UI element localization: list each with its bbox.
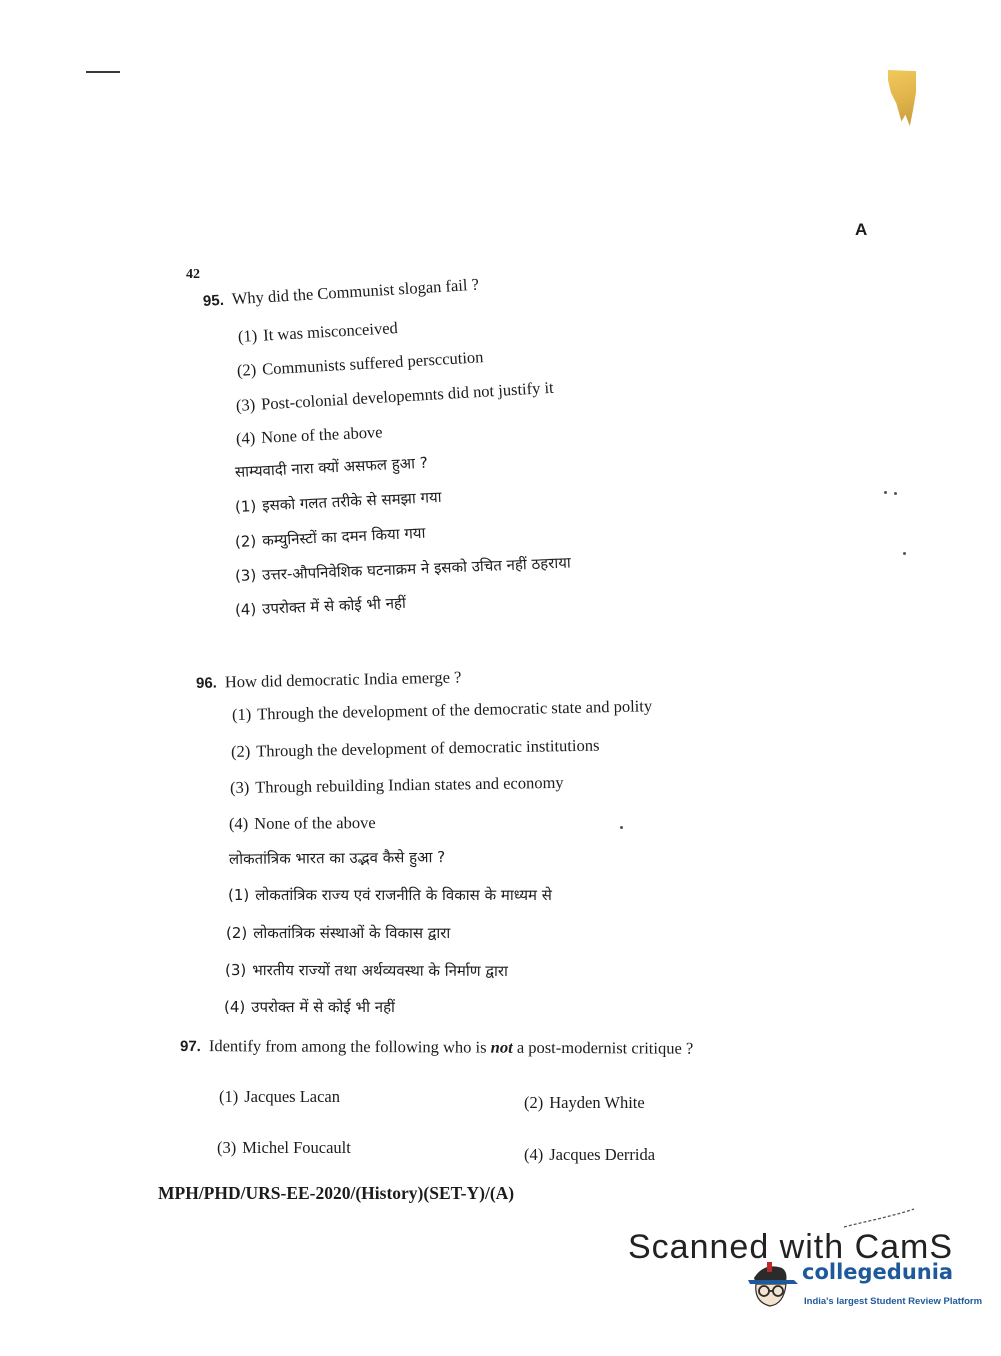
collegedunia-logo [744, 1258, 983, 1318]
scan-dust [894, 492, 897, 495]
scan-dust [884, 491, 887, 494]
option-96-2-hindi: (2) लोकतांत्रिक संस्थाओं के विकास द्वारा [226, 924, 451, 942]
question-number: 96. [195, 674, 218, 692]
option-95-3-hindi: (3) उत्तर-औपनिवेशिक घटनाक्रम ने इसको उचित नहीं ठहराया [234, 553, 572, 585]
option-96-3-hindi: (3) भारतीय राज्यों तथा अर्थव्यवस्था के निर्माण द्वारा [224, 961, 508, 980]
question-96 [196, 667, 462, 693]
scanned-watermark: Scanned with CamS [628, 1228, 954, 1262]
option-95-2: (2) Communists suffered persccution [236, 347, 484, 380]
question-95 [202, 275, 479, 311]
option-96-1: (1) Through the development of the democratic state and polity [231, 696, 653, 724]
option-96-2: (2) Through the development of democratic institutions [230, 735, 600, 761]
question-95-hindi: साम्यवादी नारा क्यों असफल हुआ ? [234, 453, 429, 481]
question-97: 97. Identify from among the following who is not a post-modernist critique ? [179, 1036, 694, 1058]
emphasis-not: not [490, 1037, 513, 1057]
question-text: How did democratic India emerge ? [224, 667, 462, 692]
option-96-3: (3) Through rebuilding Indian states and economy [229, 772, 564, 797]
option-97-3: (3) Michel Foucault [217, 1138, 351, 1157]
question-96-hindi: लोकतांत्रिक भारत का उद्भव कैसे हुआ ? [228, 848, 446, 868]
option-97-2: (2) Hayden White [524, 1093, 645, 1112]
option-96-4: (4) None of the above [228, 812, 376, 833]
option-95-4-hindi: (4) उपरोक्त में से कोई भी नहीं [234, 593, 407, 619]
option-97-4: (4) Jacques Derrida [524, 1145, 656, 1164]
question-number: 95. [202, 291, 225, 310]
option-96-1-hindi: (1) लोकतांत्रिक राज्य एवं राजनीति के विकास के माध्यम से [228, 886, 552, 904]
question-text: Why did the Communist slogan fail ? [231, 274, 480, 309]
option-95-1: (1) It was misconceived [237, 318, 399, 346]
scan-dust [620, 826, 623, 829]
option-97-1: (1) Jacques Lacan [219, 1087, 340, 1106]
brand-name: collegedunia [802, 1260, 954, 1284]
option-95-4: (4) None of the above [235, 422, 383, 448]
torn-corner [888, 70, 916, 126]
brand-tagline: India's largest Student Review Platform [804, 1296, 983, 1307]
set-letter: A [855, 220, 868, 239]
option-96-4-hindi: (4) उपरोक्त में से कोई भी नहीं [224, 998, 395, 1016]
question-number: 97. [179, 1038, 201, 1056]
paper-code-footer: MPH/PHD/URS-EE-2020/(History)(SET-Y)/(A) [158, 1183, 515, 1203]
scan-mark [86, 71, 120, 73]
option-95-1-hindi: (1) इसको गलत तरीके से समझा गया [234, 487, 442, 516]
option-95-2-hindi: (2) कम्युनिस्टों का दमन किया गया [234, 523, 426, 551]
scan-dust [903, 552, 906, 555]
mascot-icon [744, 1258, 800, 1314]
option-95-3: (3) Post-colonial developemnts did not justify it [235, 377, 555, 415]
scanner-stroke [842, 1207, 916, 1229]
page-number: 42 [186, 267, 200, 282]
